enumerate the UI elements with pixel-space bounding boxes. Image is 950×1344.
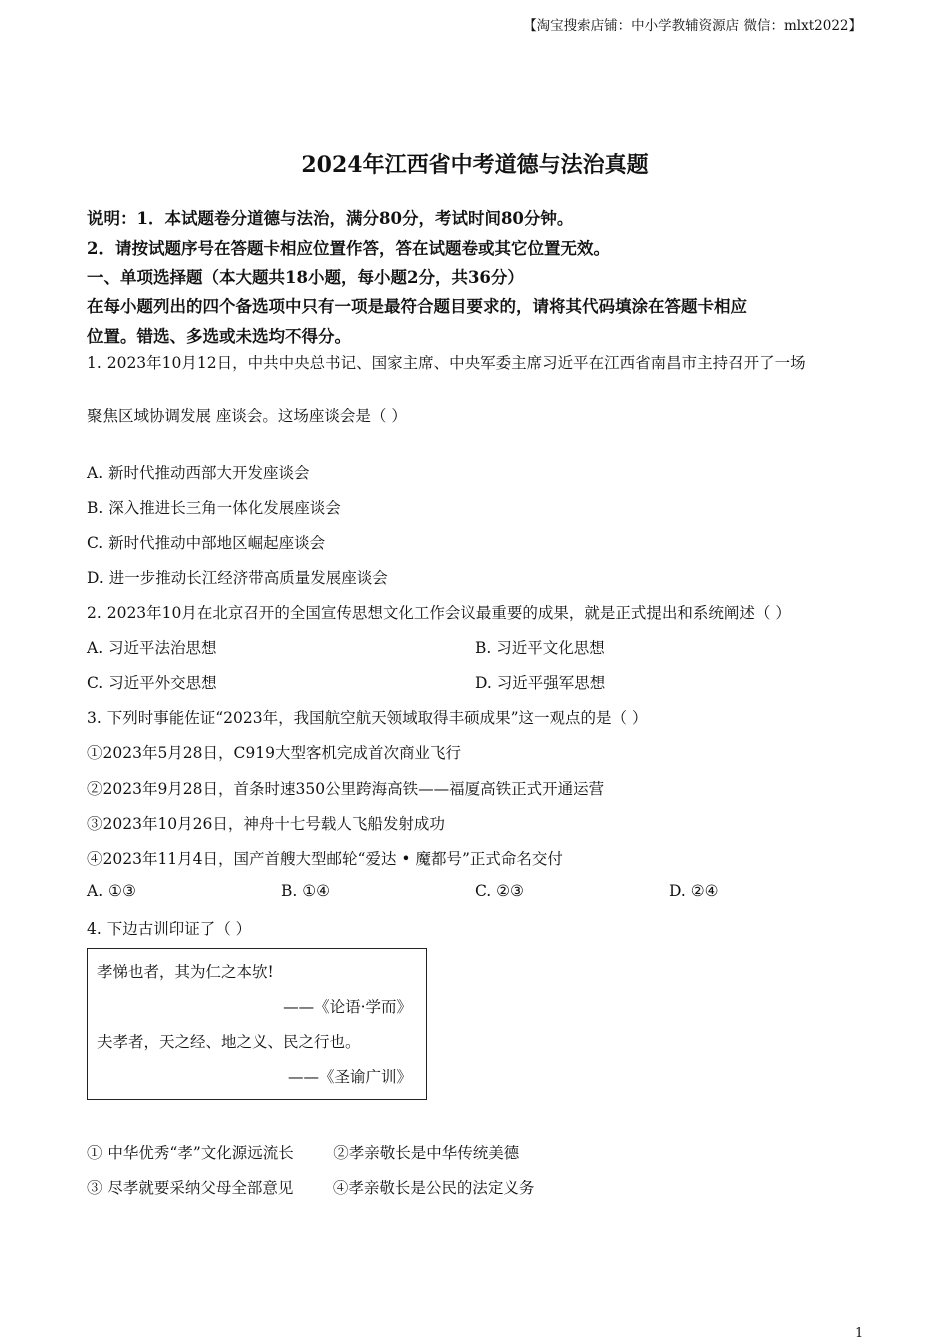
q3-stem: 3. 下列时事能佐证“2023年，我国航空航天领域取得丰硕成果”这一观点的是（ ） (87, 709, 648, 727)
q3-item-2: ②2023年9月28日，首条时速350公里跨海高铁——福厦高铁正式开通运营 (87, 780, 605, 798)
q4-source-1: ——《论语·学而》 (283, 998, 412, 1016)
q4-source-2: ——《圣谕广训》 (287, 1068, 412, 1086)
instruction-line-2: 2．请按试题序号在答题卡相应位置作答，答在试题卷或其它位置无效。 (87, 239, 610, 258)
q4-stem: 4. 下边古训印证了（ ） (87, 920, 252, 938)
q2-option-d: D. 习近平强军思想 (475, 674, 606, 692)
q1-option-b: B. 深入推进长三角一体化发展座谈会 (87, 499, 341, 517)
q2-option-b: B. 习近平文化思想 (475, 639, 605, 657)
q4-items-line2: ③ 尽孝就要采纳父母全部意见 ④孝亲敬长是公民的法定义务 (87, 1179, 535, 1197)
instruction-line-4: 在每小题列出的四个备选项中只有一项是最符合题目要求的，请将其代码填涂在答题卡相应 (87, 297, 747, 316)
page-number: 1 (855, 1326, 864, 1341)
q1-stem-line1: 1. 2023年10月12日，中共中央总书记、国家主席、中央军委主席习近平在江西省南昌市主持召开了一场 (87, 354, 806, 372)
q3-option-b: B. ①④ (281, 882, 331, 900)
q3-item-1: ①2023年5月28日，C919大型客机完成首次商业飞行 (87, 744, 461, 762)
q2-stem: 2. 2023年10月在北京召开的全国宣传思想文化工作会议最重要的成果，就是正式提出和系统阐述（ ） (87, 604, 791, 622)
q1-option-a: A. 新时代推动西部大开发座谈会 (87, 464, 310, 482)
page-title: 2024年江西省中考道德与法治真题 (301, 152, 649, 178)
q2-option-a: A. 习近平法治思想 (87, 639, 217, 657)
q4-quote-box (87, 948, 427, 1100)
q3-item-4: ④2023年11月4日，国产首艘大型邮轮“爱达 • 魔都号”正式命名交付 (87, 850, 563, 868)
page-header: 【淘宝搜索店铺：中小学教辅资源店 微信：mlxt2022】 (523, 18, 862, 34)
q3-option-d: D. ②④ (669, 882, 719, 900)
q3-item-3: ③2023年10月26日，神舟十七号载人飞船发射成功 (87, 815, 445, 833)
instruction-line-5: 位置。错选、多选或未选均不得分。 (87, 327, 351, 346)
q1-option-c: C. 新时代推动中部地区崛起座谈会 (87, 534, 326, 552)
q1-option-d: D. 进一步推动长江经济带高质量发展座谈会 (87, 569, 388, 587)
q3-option-c: C. ②③ (475, 882, 524, 900)
q4-quote-2: 夫孝者，天之经、地之义、民之行也。 (97, 1033, 361, 1051)
instruction-line-1: 说明：1．本试题卷分道德与法治，满分80分，考试时间80分钟。 (87, 209, 574, 228)
q4-items-line1: ① 中华优秀“孝”文化源远流长 ②孝亲敬长是中华传统美德 (87, 1144, 520, 1162)
q1-stem-line2: 聚焦区域协调发展 座谈会。这场座谈会是（ ） (87, 407, 407, 425)
section-heading: 一、单项选择题（本大题共18小题，每小题2分，共36分） (87, 268, 524, 287)
q3-option-a: A. ①③ (87, 882, 136, 900)
q4-quote-1: 孝悌也者，其为仁之本欤! (97, 963, 274, 981)
q2-option-c: C. 习近平外交思想 (87, 674, 217, 692)
